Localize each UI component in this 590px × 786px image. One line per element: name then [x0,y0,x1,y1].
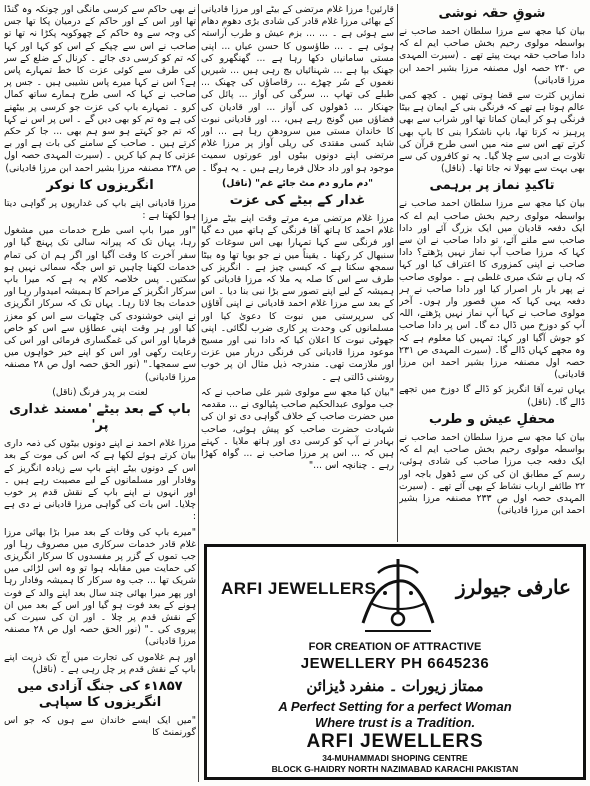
heading-prayer: تاکیدِ نماز پر برہمی [429,178,555,194]
ad-address-line-1: 34-MUHAMMADI SHOPING CENTRE [322,753,468,763]
ad-line-jewellery-phone: JEWELLERY PH 6645236 [300,655,490,672]
paragraph: بیان کیا مجھ سے مرزا سلطان احمد صاحب نے بواسطہ مولوی رحیم بخش صاحب ایم اے کہ ایک دفعہ جب مرزا صاحب کی شادی ہوئی، رسم کے مطابق ان کی کن سے ڈھول باجہ اور ۲۲ طائفے ارباب نشاط کے بھی آئے تھے ۔ (سیرت المہدی حصہ اول ص ۲۳۳ مصنفہ مرزا بشیر احمد ابن مرزا قادیانی) [399,431,585,517]
column-divider [198,4,199,782]
jewellers-advertisement [204,544,586,780]
paragraph: نمازیں کثرت سے قضا ہوتی تھیں ۔ کچھ کمی عالم ہوتا ہے تھے کہ فرنگی بنی کے ایمان ہے بیٹا فرنگی ہو کر ایمان کماتا تھا اور شراب سے بھی پرہیز نہ کرتا تھا، باپ ناشکرا بنی کا باپ بھی کرتے تھے اس سے منہ میں اسی طرح قرآن کی تلاوت بے ادبی سے چلا گیا۔ یہ تو کافروں کی سے بھی بہت سے بھولا نہ جاتا تھا۔ (ناقل) [399,90,585,175]
paragraph: قارئین! مرزا غلام مرتضی کے بیٹے اور مرزا قادیانی کے بھائی مرزا غلام قادر کی شادی بڑی دھوم دھام سے ہوئی ہے ۔ ... ... بزم عیش و طرب آراستہ ہوئی ہے ۔ ... طاؤسوں کا حسن عیاں ... اپنی مستی سامانیاں دکھا رہا ہے ... گھنگھرو کی جھنک بپا ہے ... شہنائیاں بج رہی ہیں ... شیریں نغموں کے سُر چھڑے ... رقاصاؤں کی چھنک ... طبلے کی تھاپ ... سرگی کی آواز ... پائل کی جھنکار ... ڈھولوں کی آواز ... اور قادیان کی فضاؤں میں گونج رہے ہیں، ... اور قادیانی نبوت کا خاندان مستی میں سرودھن رہا ہے ... اور شاید کسی مقتدی کی ریلی آواز پر مرزا غلام مرتضی اپنے دونوں بیٹوں اور عورتوں سمیت موجود ہو اور داد حلال فرما رہے ہیں ۔ یہ ہوگا ۔ [201,4,394,174]
paragraph: مرزا غلام مرتضی مرے مرتے وقت اپنے بیٹے مرزا غلام احمد کا ہاتھ آقا فرنگی کے ہاتھ میں دے گیا اور فرنگی سے کہا تمہارا بھی اس سوغات کو سنبھال کر رکھنا ۔ یقیناً میں نے جو بویا تھا وہ بیٹا سمجھ سکتا ہے کہ کیسی چیز ہے ۔ انگریز کی طرف سے اس کا صلہ یہ ملا کہ مرزا قادیانی کو ہمیشہ کے لیے اپنے تصور سے بڑا نبی بنا دیا ۔ اس کے بعد سے مرزا غلام احمد قادیانی نے اپنی آقاؤں کی سرپرستی میں نبوت کا دعویٰ کیا اور مسلمانوں کی وحدت پر کاری ضرب لگائی۔ اپنی جھوٹی نبوت کا اعلان کیا کہ دادا نبی اور مسیح موعود مرزا قادیانی کی فرنگی دربار میں عزت اور ملازمت تھی۔ مندرجہ ذیل مثال ان پر خوب روشنی ڈالتی ہے ۔ [201,213,394,383]
middle-column [201,4,394,544]
paragraph: اور ہم غلاموں کی تجارت میں آج تک ذریت اپنے باپ کے نقش قدم پر چل رہی ہے ۔ (ناقل) [4,651,196,675]
note: لعنت بر پدر فرنگ (ناقل) [52,386,148,398]
ad-brand-english: ARFI JEWELLERS [221,579,377,598]
heading-sons: باپ کے بعد بیٹے 'مسند غداری پر' [9,402,191,434]
paragraph: مرزا غلام احمد نے اپنے دونوں بیٹوں کی ذمہ داری بیان کرتے ہوئے لکھا ہے کہ اس کی موت کے بعد اس کے دونوں بیٹے اپنے باپ سے زیادہ انگریز کے وفادار اور مسلمانوں کے لیے مصیبت رہے ہیں ۔ اور انہوں نے اپنے باپ کے نقش قدم پر خوب چلایا۔ اس بات کی گواہی مرزا قادیانی نے دی ہے : [4,438,196,523]
ad-urdu-tagline: ممتاز زیورات ۔ منفرد ڈیزائن [306,678,484,695]
ad-line-creation: FOR CREATION OF ATTRACTIVE [308,641,482,653]
paragraph: "میرے باپ کی وفات کے بعد میرا بڑا بھائی مرزا غلام قادر خدمات سرکاری میں مصروف رہا اور جب تموں کے گزر پر مفسدوں کا سرکار انگریزی کی حمایت میں مقابلہ ہوا تو وہ اس لڑائی میں شریک تھا ... جب وہ سرکار کا ہمیشہ وفادار رہا اور پھر میرا بھائی چند سال بعد اپنے والد کے فوت ہونے کے بعد فوت ہو گیا اور اس کے بعد میں ان کے نقش قدم پر چلا ۔ اور ان کی سیرت کی پیروی کی ۔" (نور الحق حصہ اول ص ۲۸ مصنفہ مرزا قادیانی) [4,526,196,648]
heading-hookah: شوقِ حقہ نوشی [438,6,546,21]
ad-brand-urdu: عارفی جیولرز [456,577,571,599]
left-column [4,4,196,782]
heading-gathering: محفلِ عیش و طرب [429,411,555,427]
ad-logo-row [215,553,575,639]
right-column [399,4,585,544]
paragraph: "میں ایک ایسے خاندان سے ہوں کہ جو اس گورنمنٹ کا [4,714,196,739]
ad-store-name: ARFI JEWELLERS [306,731,484,752]
column-divider [397,4,398,542]
paragraph: بیان کیا مجھ سے مرزا سلطان احمد صاحب نے بواسطہ مولوی رحیم بخش صاحب ایم اے کہ دادا صاحب حقہ بہت پیتے تھے ۔ (سیرت المہدی ص ۲۳۰ حصہ اول مصنفہ مرزا بشیر احمد ابن مرزا قادیانی) [399,26,585,86]
heading-1857: ۱۸۵۷ء کی جنگ آزادی میں انگریزوں کا سپاہی [17,678,183,710]
ad-tagline-2: Where trust is a Tradition. [314,715,476,730]
paragraph: یہاں تیرے آقا انگریز کو ڈالے گا دوزخ میں تجھے ڈالے گا۔ (ناقل) [399,384,585,408]
ad-address-line-2: BLOCK G-HAIDRY NORTH NAZIMABAD KARACHI PAKISTAN [271,764,519,774]
paragraph: بیان کیا مجھ سے مرزا سلطان احمد صاحب نے بواسطہ مولوی رحیم بخش صاحب ایم اے کہ ایک دفعہ قادیان میں ایک بزرگ آئے اور دادا صاحب سے ملنے آئے، تو دادا صاحب نے ان سے کہا کہ مرزا صاحب آپ نماز نہیں پڑھتے؟ دادا صاحب نے اپنی کمزوری کا اعتراف کیا اور کہا کہ ہاں بے شک میری غلطی ہے ۔ مولوی صاحب نے پھر بار بار اصرار کیا اور دادا صاحب نے ہر دفعہ یہی کہا کہ میں قصور وار ہوں۔ آخر مولوی صاحب نے کہا آپ نماز نہیں پڑھتے، اللہ آپ کو دوزخ میں ڈال دے گا۔ اس پر دادا صاحب کو جوش آگیا اور کہا: تمہیں کیا معلوم ہے کہ وہ مجھے کہاں ڈالے گا۔ (سیرت المہدی ص ۲۳۱ حصہ اول مصنفہ مرزا بشیر احمد ابن مرزا قادیانی) [399,198,585,381]
heading-traitor-son: غدار کے بیٹے کی عزت [229,193,366,209]
ad-tagline-1: A Perfect Setting for a perfect Woman [278,699,512,714]
heading-servant: انگریزوں کا نوکر [46,177,154,193]
paragraph: مرزا قادیانی اپنے باپ کی غداریوں پر گواہی دیتا ہوا لکھتا ہے : [4,197,196,222]
paragraph: "اور میرا باپ اسی طرح خدمات میں مشغول رہا، یہاں تک کہ پیرانہ سالی تک پہنچ گیا اور سفر آخرت کا وقت آگیا اور اگر ہم ان کی تمام خدمات لکھنا چاہیں تو اس جگہ سمائی نہیں ہو سکتیں۔ پس خلاصہ کلام یہ ہے کہ میرا باپ سرکار انگریز کے مراحم کا ہمیشہ امیدوار رہا اور خدمات بجا لاتا رہا۔ یہاں تک کہ سرکار انگریزی نے اپنی خوشنودی کی چٹھیات سے اس کو معزز کیا اور ہر وقت اپنی عطاؤں سے اس کو خاص فرمایا اور اس کی غمگساری فرمائی اور اس کی رعایت رکھی اور اس کو اپنے خیر خواہوں میں سے سمجھا۔" (نور الحق حصہ اول ص ۲۸ مصنفہ مرزا قادیانی) [4,225,196,383]
paragraph: "بیان کیا مجھ سے مولوی شیر علی صاحب نے کہ جب مولوی عبدالحکیم صاحب پٹیالوی نے ... مقدمہ میں حضرت صاحب کے خلاف گواہی دی تو ان کی شہادت حضرت صاحب کو پیش ہوئی، صاحب بہادر نے آپ کو کرسی دی اور ہاتھ ملایا ۔ کہتے ہیں کہ ... اس پر مرزا صاحب نے ... گواہ کھڑا رہے ۔ چنانچہ اس ..." [201,386,394,472]
calligraphy-logo-icon [353,553,443,639]
paragraph: نے بھی حاکم سے کرسی مانگی اور چونکہ وہ گنڈا تھا اور اس کے اور حاکم کے درمیان پکا تھا جس کی وجہ سے وہ حاکم کے چھوکوبہ پکڑا نہ تھا تو صاحب نے اس سے چپکے کے اس کو کہا اور کہا کہ تم کو کرسی دی جائے ۔ کرنال کے ضلع کے سر کی طرف سے کوئی عزت کا خط تمہارے پاس ہے؟ اس نے کہا میرے پاس نشیبی ہیں ۔ جس پر صاحب نے کہا کہ اسی طرح ہمارے ساتھ کمال کرو ۔ تمہارے باپ کی عزت جو کرسی پر بیٹھنے کی ہے وہ تم کو بھی دیں گے ۔ اس پر اس نے کہا کہ تم جو کہتے ہو سو ہم بھی ... جا کر حکم کرتے ہیں ۔ صاحب کے سامنے کی بات ہے اور بے عزتی کا ہم کیا کریں ۔ (سیرت المہدی حصہ اول ص ۲۳۸ مصنفہ مرزا بشیر احمد ابن مرزا قادیانی) [4,4,196,174]
pull-quote: "دم مارو دم مٹ جائے غم" (ناقل) [222,177,373,189]
